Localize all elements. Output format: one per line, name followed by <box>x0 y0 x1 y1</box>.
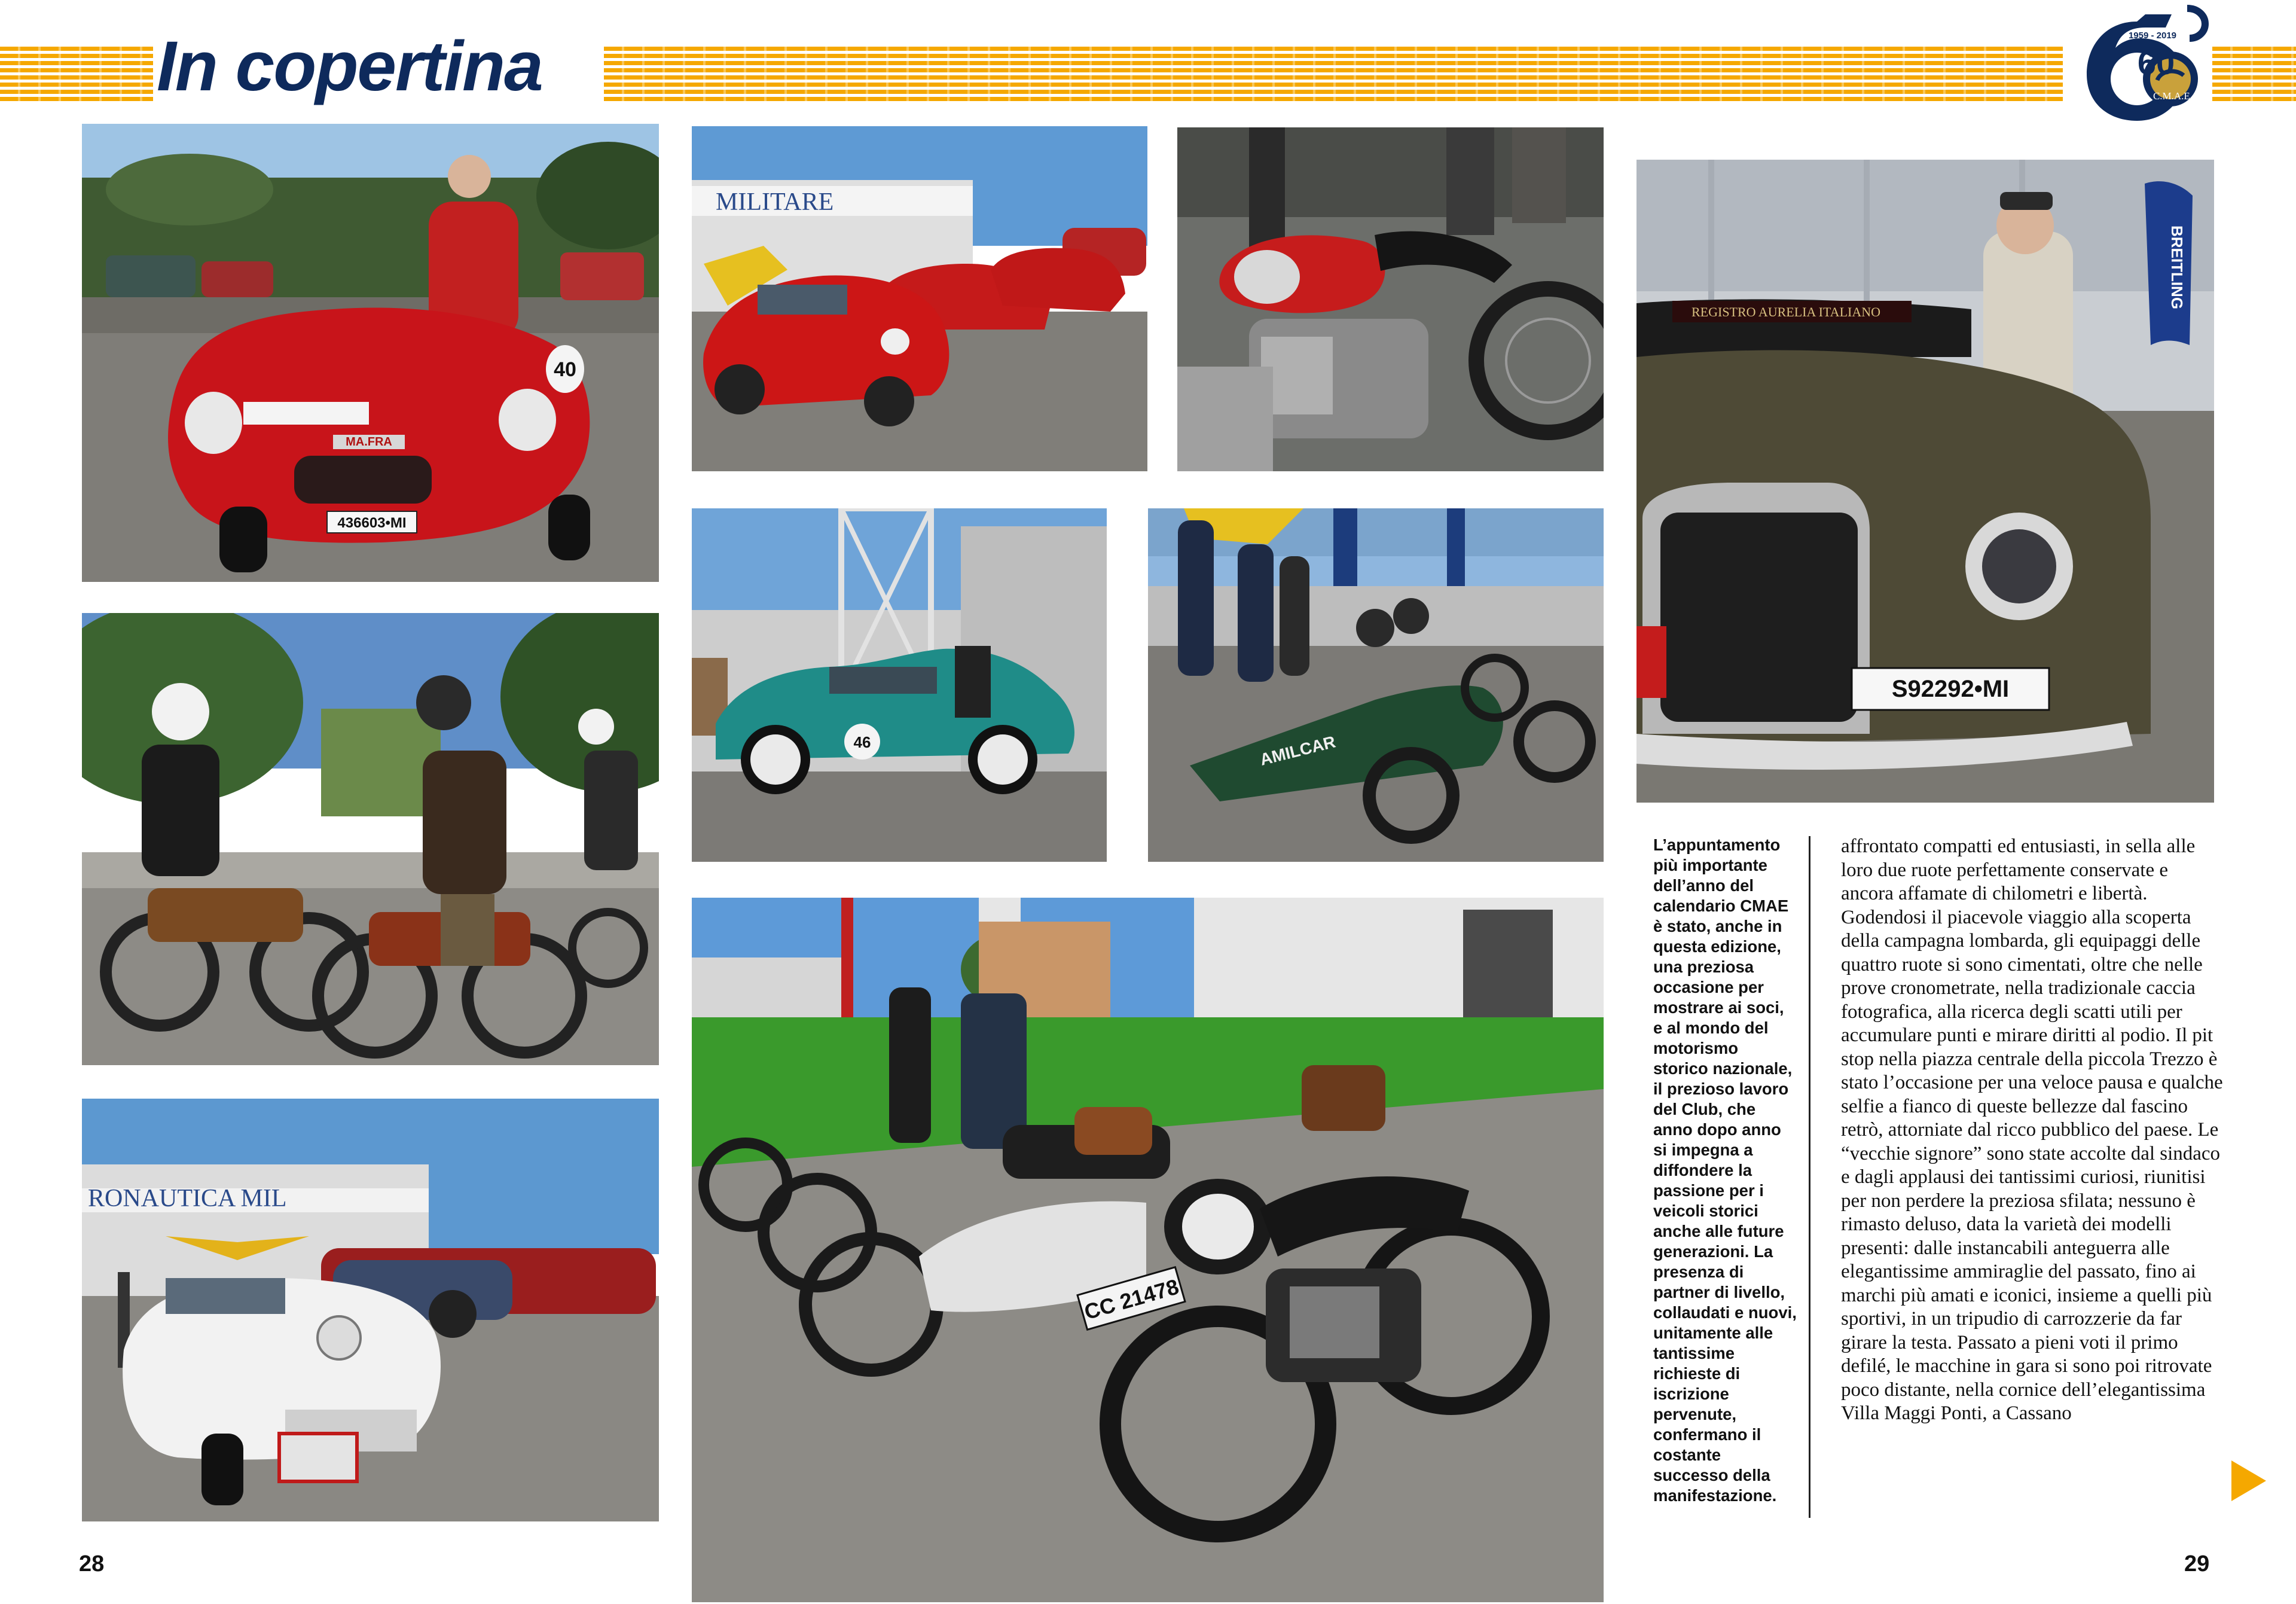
column-divider <box>1809 836 1810 1518</box>
photo-hangar-cars <box>692 126 1147 471</box>
aurelia-plate: S92292•MI <box>1891 676 2010 702</box>
photo-aeronautica-cars <box>82 1099 659 1521</box>
page-number-right: 29 <box>2184 1551 2210 1576</box>
teal-coupe-race-number: 46 <box>853 733 871 751</box>
red-spider-race-number: 40 <box>554 358 576 381</box>
red-spider-plate: 436603•MI <box>337 515 407 531</box>
header-stripes-right <box>604 47 2063 102</box>
photo-amilcar <box>1148 508 1604 862</box>
hangar-sign: MILITARE <box>716 188 834 216</box>
section-title: In copertina <box>157 27 542 106</box>
photo-aurelia <box>1636 160 2214 803</box>
photo-red-spider <box>82 124 659 582</box>
sidecar-plate: CC 21478 <box>1081 1274 1181 1325</box>
article-body: affrontato compatti ed entusiasti, in sella alle loro due ruote perfettamente conservate e ancora affamate di chilometri e libertà. Godendosi il piacevole viaggio alla scoperta della campagna lombarda, gli equipaggi delle quattro ruote si sono cimentati, oltre che nelle prove cronometrate, nella tradizionale caccia fotografica, alla ricerca degli scatti utili per accumulare punti e mirare diritti al podio. Il pit stop nella piazza centrale della piccola Trezzo è stato l’occasione per una veloce pausa e qualche selfie a fianco di queste bellezze dal fascino retrò, attorniate dal ricco pubblico del paese. Le “vecchie signore” sono state accolte dal sindaco e dagli applausi dei tantissimi curiosi, riunitisi per non perdere la preziosa sfilata; nessuno è rimasto deluso, data la varietà dei modelli presenti: dalle instancabili anteguerra alle elegantissime ammiraglie del passato, fino ai marchi più amati e iconici, insieme a quelli più sportivi, in un tripudio di carrozzerie da far girare la testa. Passato a pieni voti il primo defilé, le macchine in gara si sono poi ritrovate poco distante, nella cornice dell’elegantissima Villa Maggi Ponti, a Cassano <box>1841 835 2223 1424</box>
photo-motorcycle-closeup <box>1177 127 1604 471</box>
amilcar-brand: AMILCAR <box>1257 732 1338 769</box>
aurelia-banner: REGISTRO AURELIA ITALIANO <box>1692 304 1880 319</box>
aeronautica-sign: RONAUTICA MIL <box>88 1185 287 1212</box>
header-stripes-far-right <box>2212 47 2296 102</box>
photo-teal-coupe <box>692 508 1107 862</box>
header-stripes-left <box>0 47 153 102</box>
logo-years: 1959 - 2019 <box>2128 31 2177 41</box>
logo-numeral: 60 <box>2137 44 2175 81</box>
article-lead: L’appuntamento più importante dell’anno del calendario CMAE è stato, anche in questa edizione, una preziosa occasione per mostrare ai soci, e al mondo del motorismo storico nazionale, il prezioso lavoro del Club, che anno dopo anno si impegna a diffondere la passione per i veicoli storici anche alle future generazioni. La presenza di partner di livello, collaudati e nuovi, unitamente alle tantissime richieste di iscrizione pervenute, confermano il costante successo della manifestazione. <box>1653 835 1797 1505</box>
cmae-60-logo <box>2070 4 2211 123</box>
page-number-left: 28 <box>79 1551 105 1576</box>
aurelia-flag: BREITLING <box>2168 225 2186 310</box>
photo-motorcycles-sidecar <box>692 898 1604 1602</box>
photo-motorcyclists <box>82 613 659 1065</box>
next-page-arrow-icon <box>2231 1460 2266 1501</box>
red-spider-badge: MA.FRA <box>346 435 392 449</box>
logo-brand: C.M.A.E. <box>2152 90 2193 102</box>
